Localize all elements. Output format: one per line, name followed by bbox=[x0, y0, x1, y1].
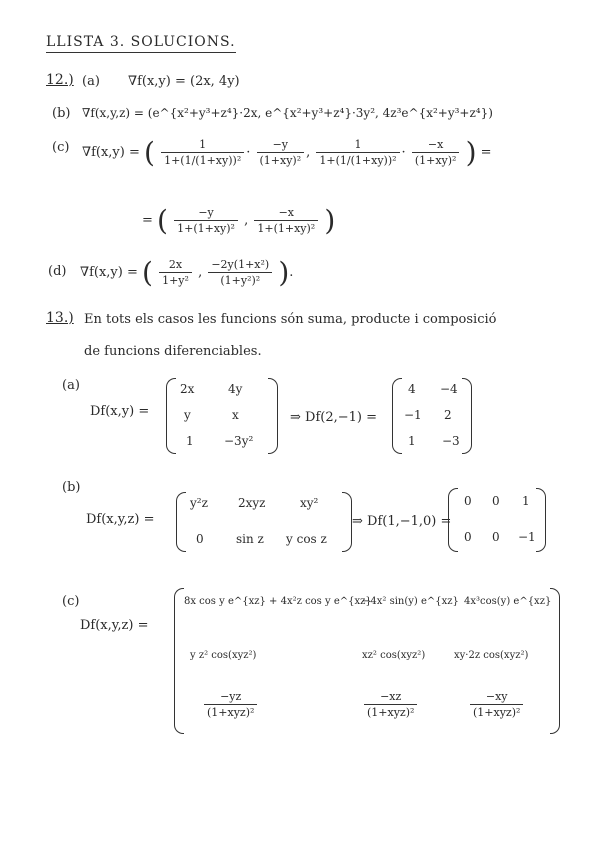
ex13-a-label: (a) bbox=[62, 378, 80, 393]
matrix-cell: 0 bbox=[492, 494, 500, 508]
matrix-cell: 4y bbox=[228, 382, 243, 396]
exercise-12-number: 12.) bbox=[46, 72, 74, 88]
ex13-b-mid: ⇒ Df(1,−1,0) = bbox=[352, 514, 452, 529]
jacobian-matrix-b bbox=[176, 492, 352, 552]
jacobian-matrix-a-eval bbox=[392, 378, 472, 454]
matrix-cell: y cos z bbox=[286, 532, 327, 546]
fraction: $\frac{-x}{\text{1+(1+xy)²}}$ bbox=[254, 206, 318, 235]
paren-close: ) bbox=[278, 256, 290, 289]
ex13-c-lhs: Df(x,y,z) = bbox=[80, 618, 149, 633]
ex13-b-lhs: Df(x,y,z) = bbox=[86, 512, 155, 527]
matrix-cell: 4 bbox=[408, 382, 416, 396]
bracket-right bbox=[536, 488, 546, 552]
fraction: $\frac{-x}{\text{(1+xy)²}}$ bbox=[412, 138, 460, 167]
matrix-cell: 1 bbox=[186, 434, 194, 448]
matrix-cell: y bbox=[184, 408, 191, 422]
bracket-right bbox=[268, 378, 278, 454]
matrix-cell: −4 bbox=[440, 382, 458, 396]
matrix-cell: sin z bbox=[236, 532, 264, 546]
ex13-text-line2: de funcions diferenciables. bbox=[84, 344, 262, 359]
matrix-cell bbox=[202, 690, 259, 719]
matrix-cell: 2x bbox=[180, 382, 195, 396]
jacobian-matrix-c bbox=[174, 588, 560, 734]
matrix-cell: y²z bbox=[190, 496, 208, 510]
fraction: $\frac{-y}{\text{1+(1+xy)²}}$ bbox=[174, 206, 238, 235]
fraction: $\frac{-yz}{\text{(1+xyz)²}}$ bbox=[204, 690, 257, 719]
fraction: $\frac{-xz}{\text{(1+xyz)²}}$ bbox=[364, 690, 417, 719]
bracket-left bbox=[166, 378, 176, 454]
jacobian-matrix-b-eval bbox=[448, 488, 546, 552]
fraction: $\frac{2x}{\text{1+y²}}$ bbox=[159, 258, 192, 287]
matrix-cell: xy² bbox=[300, 496, 319, 510]
matrix-cell: 0 bbox=[492, 530, 500, 544]
matrix-cell: 4x³cos(y) e^{xz} bbox=[464, 596, 552, 607]
paren-open: ( bbox=[157, 204, 168, 237]
matrix-cell: 0 bbox=[464, 494, 472, 508]
fraction: $\frac{1}{\text{1+(1/(1+xy))²}}$ bbox=[316, 138, 399, 167]
matrix-cell: 1 bbox=[408, 434, 416, 448]
matrix-cell: y z² cos(xyz²) bbox=[190, 650, 257, 661]
ex13-b-label: (b) bbox=[62, 480, 81, 495]
ex12-c-line1: ∇f(x,y) = ( $\frac{1}{\text{1+(1/(1+xy))²}}$ · $\frac{-y}{\text{(1+xy)²}}$ , $\frac{1}{\text{1+(1/(1+xy))²}}$ · $\frac{-x}{\text{(1+xy)²}}$ ) = bbox=[82, 136, 492, 169]
fraction: $\frac{-xy}{\text{(1+xyz)²}}$ bbox=[470, 690, 523, 719]
ex13-a-mid: ⇒ Df(2,−1) = bbox=[290, 410, 377, 425]
matrix-cell: 0 bbox=[196, 532, 204, 546]
ex12-d-label: (d) bbox=[48, 264, 67, 279]
matrix-cell: xz² cos(xyz²) bbox=[362, 650, 426, 661]
page-title: LLISTA 3. SOLUCIONS. bbox=[46, 34, 236, 53]
ex12-c-label: (c) bbox=[52, 140, 70, 155]
ex13-c-label: (c) bbox=[62, 594, 80, 609]
bracket-left bbox=[174, 588, 184, 734]
bracket-right bbox=[550, 588, 560, 734]
ex12-b-expr: ∇f(x,y,z) = (e^{x²+y³+z⁴}·2x, e^{x²+y³+z⁴}·3y², 4z³e^{x²+y³+z⁴}) bbox=[82, 106, 493, 120]
matrix-cell: −3y² bbox=[224, 434, 254, 448]
paren-open: ( bbox=[144, 136, 155, 169]
matrix-cell: −4x² sin(y) e^{xz} bbox=[362, 596, 459, 607]
bracket-left bbox=[448, 488, 458, 552]
ex13-a-lhs: Df(x,y) = bbox=[90, 404, 150, 419]
bracket-left bbox=[392, 378, 402, 454]
matrix-cell: 2xyz bbox=[238, 496, 266, 510]
jacobian-matrix-a bbox=[166, 378, 278, 454]
matrix-cell: −1 bbox=[518, 530, 536, 544]
matrix-cell: 2 bbox=[444, 408, 452, 422]
ex12-d-expr: ∇f(x,y) = ( $\frac{2x}{\text{1+y²}}$ , $\frac{\text{−2y(1+x²)}}{\text{(1+y²)²}}$ ). bbox=[80, 256, 294, 289]
ex13-text-line1: En tots els casos les funcions són suma, producte i composició bbox=[84, 312, 497, 327]
bracket-left bbox=[176, 492, 186, 552]
matrix-cell: x bbox=[232, 408, 239, 422]
fraction: $\frac{\text{−2y(1+x²)}}{\text{(1+y²)²}}$ bbox=[208, 258, 272, 287]
fraction: $\frac{-y}{\text{(1+xy)²}}$ bbox=[257, 138, 305, 167]
matrix-cell bbox=[362, 690, 419, 719]
matrix-cell: xy·2z cos(xyz²) bbox=[454, 650, 529, 661]
matrix-cell: −3 bbox=[442, 434, 460, 448]
paren-close: ) bbox=[465, 136, 477, 169]
exercise-13-number: 13.) bbox=[46, 310, 74, 326]
paren-open: ( bbox=[142, 256, 153, 289]
ex12-a-expr: ∇f(x,y) = (2x, 4y) bbox=[128, 74, 240, 89]
fraction: $\frac{1}{\text{1+(1/(1+xy))²}}$ bbox=[161, 138, 244, 167]
bracket-right bbox=[462, 378, 472, 454]
matrix-cell: 8x cos y e^{xz} + 4x²z cos y e^{xz} bbox=[184, 596, 372, 607]
ex12-c-line2: = ( $\frac{-y}{\text{1+(1+xy)²}}$ , $\frac{-x}{\text{1+(1+xy)²}}$ ) bbox=[142, 204, 336, 237]
ex12-a-label: (a) bbox=[82, 74, 100, 89]
paren-close: ) bbox=[324, 204, 336, 237]
ex12-b-label: (b) bbox=[52, 106, 71, 121]
bracket-right bbox=[342, 492, 352, 552]
matrix-cell: 1 bbox=[522, 494, 530, 508]
ex12-c-lhs: ∇f(x,y) = bbox=[82, 145, 140, 160]
matrix-cell: −1 bbox=[404, 408, 422, 422]
matrix-cell bbox=[468, 690, 525, 719]
matrix-cell: 0 bbox=[464, 530, 472, 544]
